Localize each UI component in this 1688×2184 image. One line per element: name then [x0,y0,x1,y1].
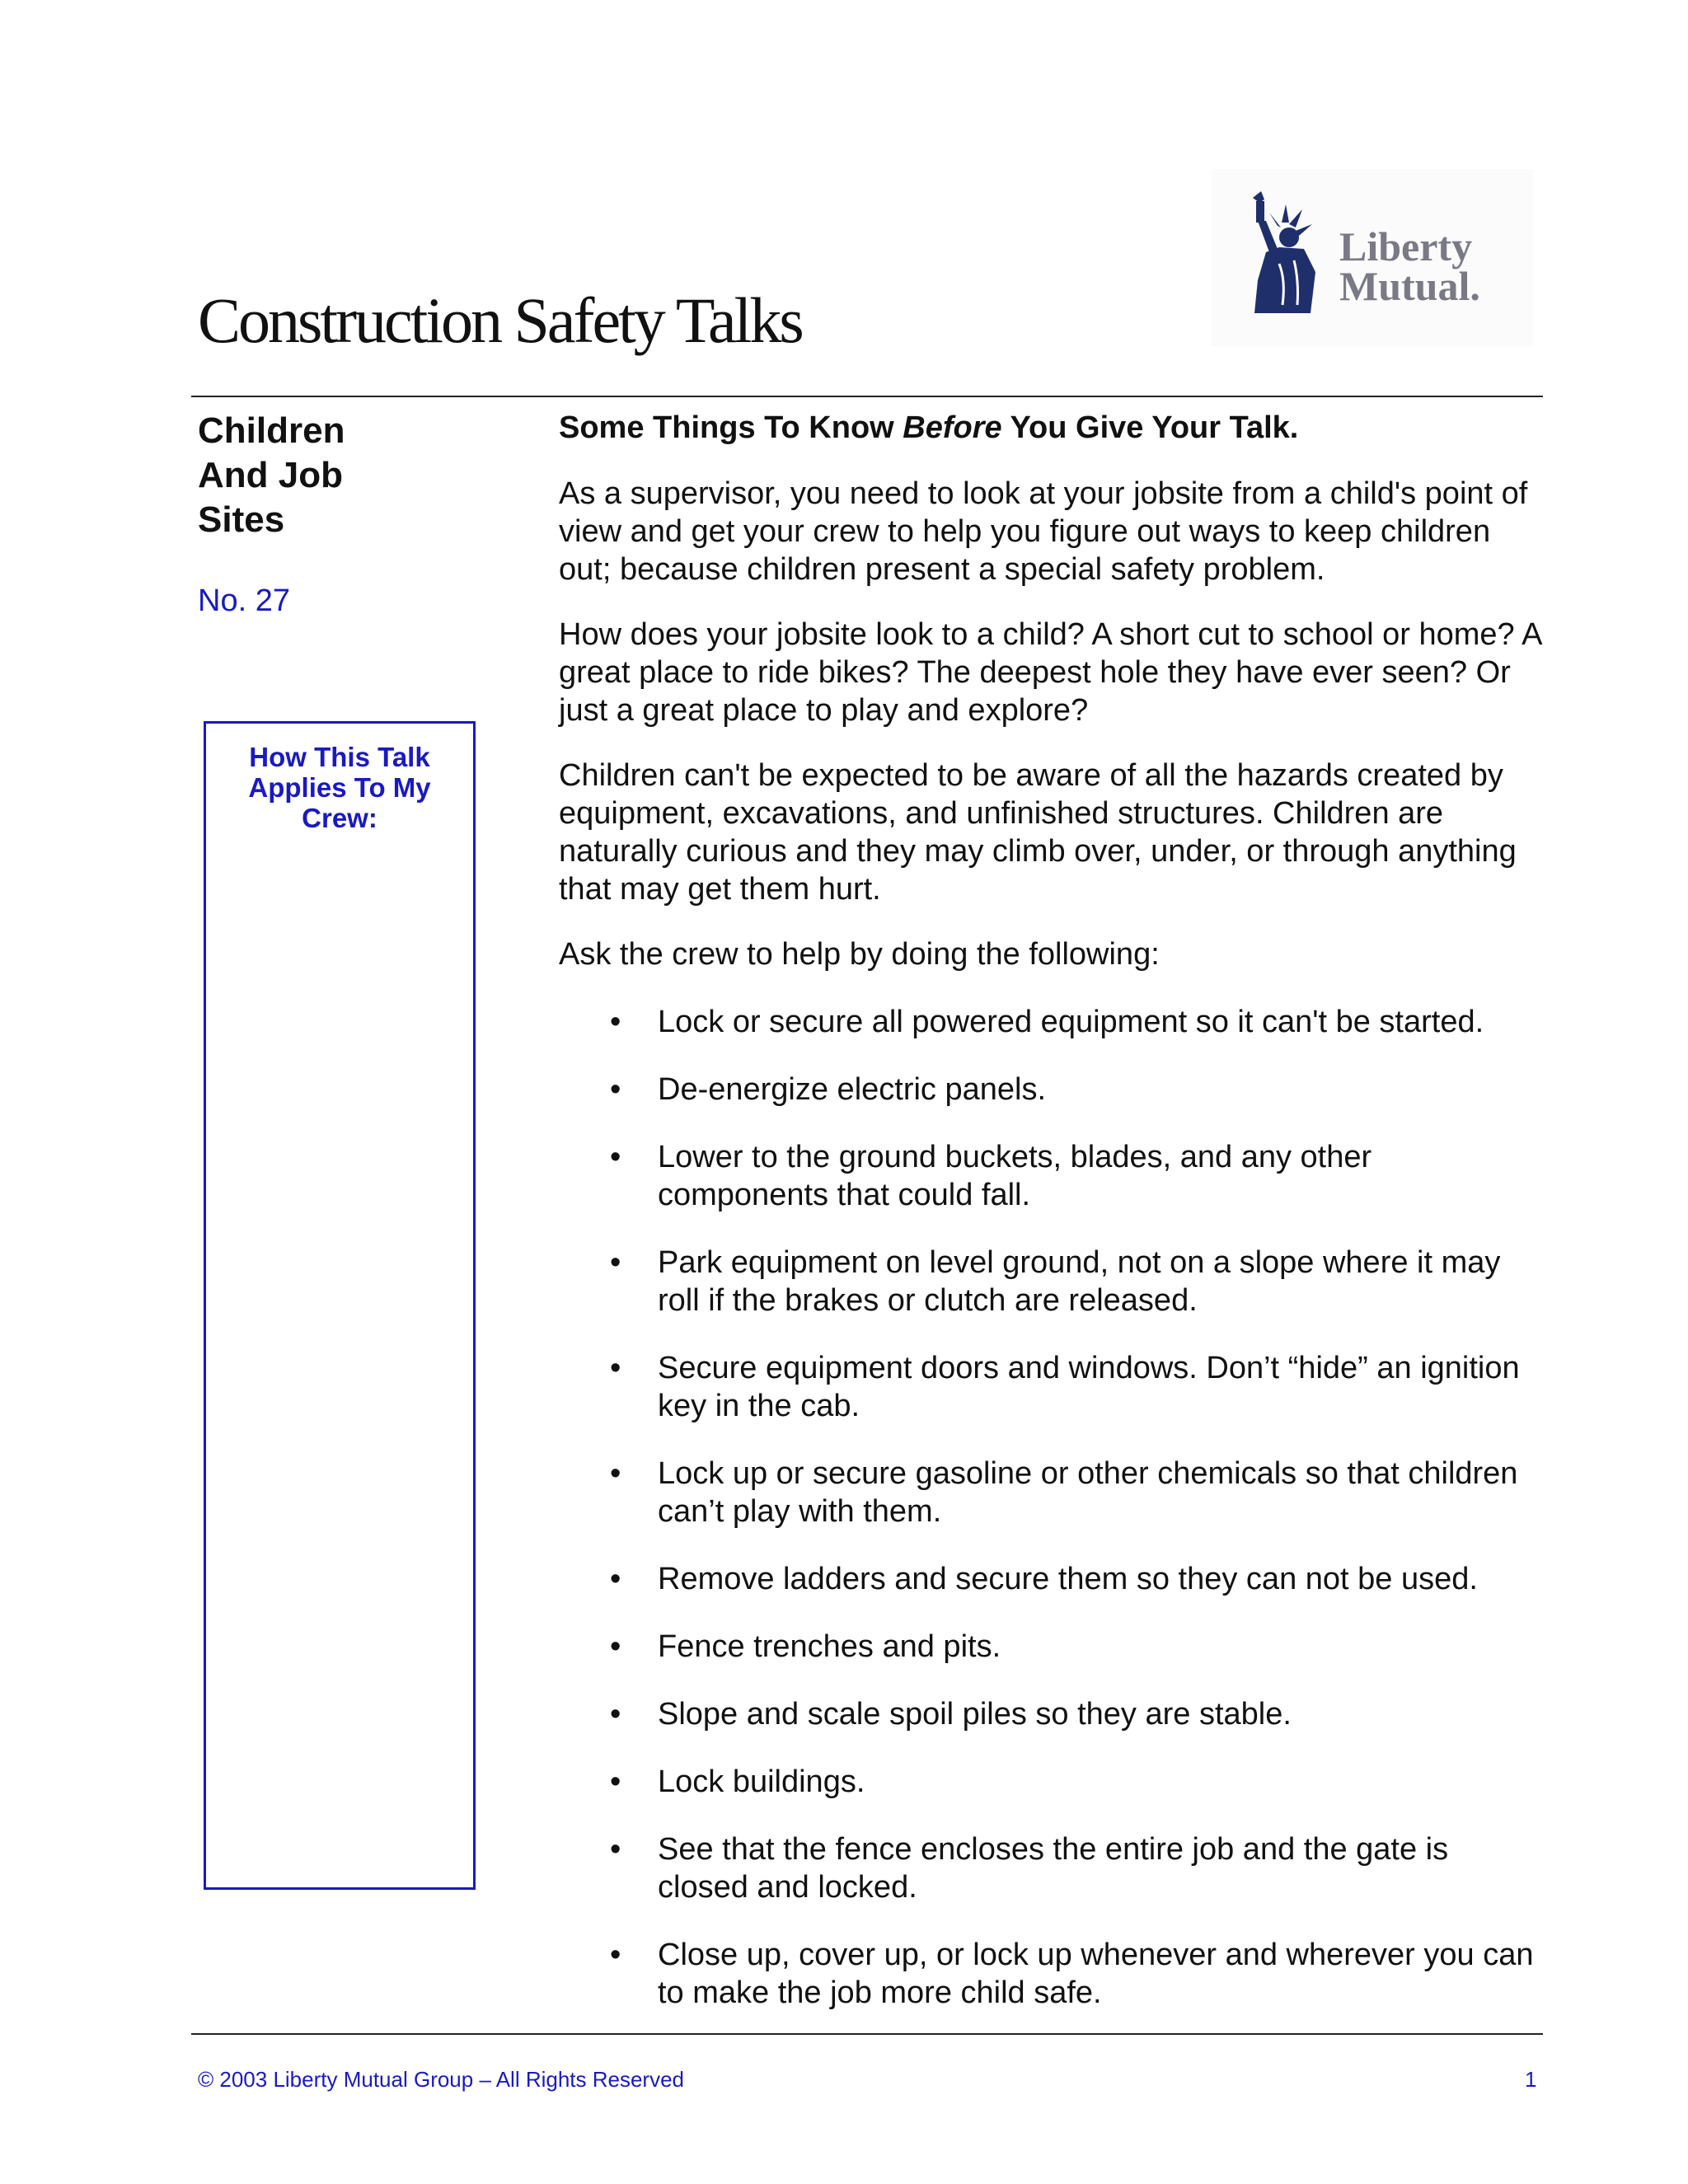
tip-text: Fence trenches and pits. [658,1629,1001,1664]
list-item [559,1244,1544,1319]
list-item [559,1071,1544,1108]
bullet: • [610,1832,621,1867]
topic-title-line: Sites [198,499,285,540]
paragraph: Children can't be expected to be aware of all the hazards created by equipment, excavations, and unfinished structures. Children are naturally curious and they may climb over, under, or through anything that may get them hurt. [559,758,1517,907]
logo-text-line1: Liberty [1339,223,1473,269]
tip-text: De-energize electric panels. [658,1072,1047,1107]
bullet: • [610,1072,621,1107]
safety-tips-list [559,1003,1544,2012]
bullet: • [610,1697,621,1732]
logo-text [1339,223,1480,309]
liberty-mutual-logo [1212,169,1533,346]
list-item [559,1628,1544,1666]
list-item [559,1003,1544,1041]
heading-emphasis: Before [903,410,1002,445]
applies-to-crew-box [204,721,476,1890]
bullet: • [610,1456,621,1491]
paragraph: Ask the crew to help by doing the following: [559,937,1160,972]
bullet: • [610,1562,621,1596]
heading-text: You Give Your Talk. [1001,410,1299,445]
section-heading [559,409,1544,447]
tip-text: See that the fence encloses the entire job and the gate is closed and locked. [658,1832,1449,1905]
document-title: Construction Safety Talks [198,284,802,356]
list-item [559,1830,1544,1906]
heading-text: Some Things To Know [559,410,903,445]
statue-of-liberty-icon [1236,190,1335,313]
applies-notes-area[interactable] [206,833,473,1863]
bullet: • [610,1005,621,1039]
tip-text: Lower to the ground buckets, blades, and any other components that could fall. [658,1140,1372,1212]
header-divider [191,396,1543,397]
bullet: • [610,1140,621,1174]
tip-text: Park equipment on level ground, not on a slope where it may roll if the brakes or clutch are released. [658,1245,1501,1318]
bullet: • [610,1245,621,1280]
tip-text: Secure equipment doors and windows. Don’t “hide” an ignition key in the cab. [658,1351,1520,1423]
list-item [559,1349,1544,1425]
tip-text: Lock up or secure gasoline or other chemicals so that children can’t play with them. [658,1456,1518,1529]
topic-title-line: And Job [198,455,343,495]
footer-divider [191,2033,1543,2035]
tip-text: Lock buildings. [658,1765,865,1799]
bullet: • [610,1938,621,1972]
list-item [559,1763,1544,1801]
logo-text-line2: Mutual. [1339,263,1480,309]
paragraph: As a supervisor, you need to look at your jobsite from a child's point of view and get your crew to help you figure out ways to keep children out; because children present a special safety problem. [559,476,1528,587]
bullet: • [610,1765,621,1799]
topic-number: No. 27 [198,583,290,618]
bullet: • [610,1629,621,1664]
list-item [559,1695,1544,1733]
topic-title [198,409,478,542]
tip-text: Slope and scale spoil piles so they are stable. [658,1697,1292,1732]
page-number: 1 [1525,2067,1537,2092]
copyright-notice: © 2003 Liberty Mutual Group – All Rights Reserved [198,2067,685,2092]
applies-to-crew-label: How This Talk Applies To My Crew: [248,742,431,833]
list-item [559,1455,1544,1530]
list-item [559,1936,1544,2012]
bullet: • [610,1351,621,1385]
topic-title-line: Children [198,410,345,451]
list-item [559,1138,1544,1214]
tip-text: Remove ladders and secure them so they can not be used. [658,1562,1478,1596]
paragraph: How does your jobsite look to a child? A short cut to school or home? A great place to ride bikes? The deepest hole they have ever seen? Or just a great place to play and explore? [559,617,1541,728]
talk-content [559,409,1544,2041]
list-item [559,1560,1544,1598]
tip-text: Lock or secure all powered equipment so it can't be started. [658,1005,1484,1039]
tip-text: Close up, cover up, or lock up whenever and wherever you can to make the job more child safe. [658,1938,1534,2010]
